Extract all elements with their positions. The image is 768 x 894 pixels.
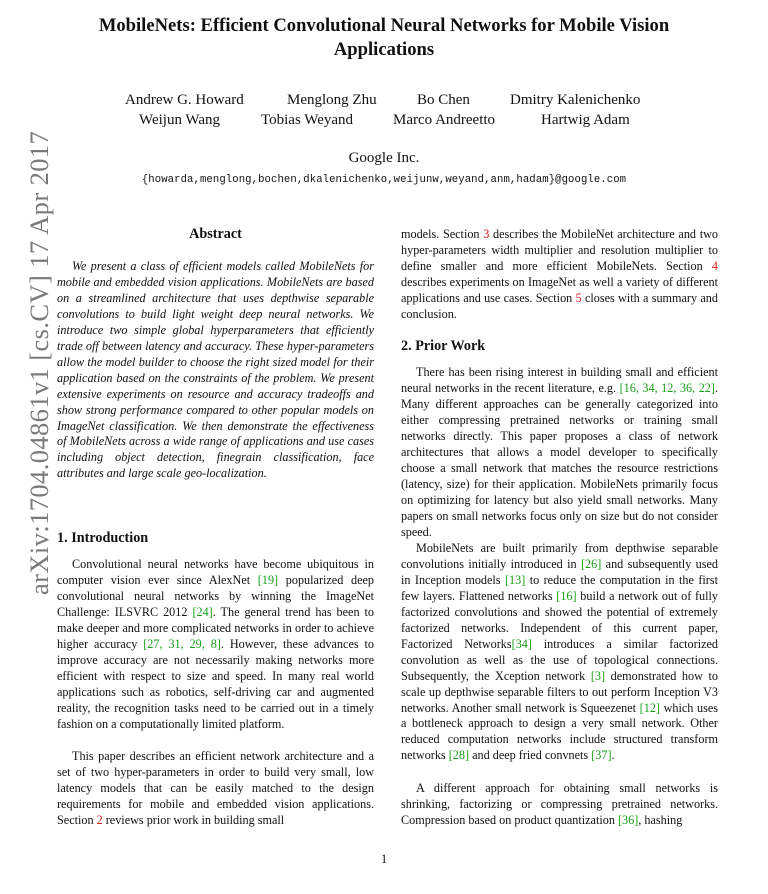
- author-name: Marco Andreetto: [393, 112, 496, 128]
- citation-link[interactable]: [27, 31, 29, 8]: [143, 636, 221, 651]
- citation-link[interactable]: [12]: [639, 700, 660, 715]
- author-name: Bo Chen: [417, 92, 470, 108]
- citation-link[interactable]: [36]: [617, 812, 639, 827]
- section-ref-link[interactable]: 3: [483, 227, 490, 241]
- prior-work-paragraph-1: [401, 365, 718, 540]
- citation-link[interactable]: [34]: [511, 636, 532, 651]
- citation-link[interactable]: [19]: [257, 572, 279, 587]
- citation-link[interactable]: [16, 34, 12, 36, 22]: [619, 380, 715, 395]
- citation-link[interactable]: [28]: [448, 748, 470, 763]
- body-text: demonstrated how to scale up depthwise separable filters to out perform Inception V3 networks. Another small network is Squeezenet: [401, 668, 718, 715]
- author-name: Weijun Wang: [139, 112, 221, 128]
- body-text: There has been rising interest in building small and efficient neural networks in the recent literature, e.g.: [401, 365, 718, 395]
- body-text: and subsequently used in Inception models: [401, 556, 718, 587]
- body-text: popularized deep convolutional neural networks by winning the ImageNet Challenge: ILSVRC 2012: [57, 572, 374, 619]
- prior-work-paragraph-2: [401, 541, 718, 764]
- body-text: A different approach for obtaining small networks is shrinking, factorizing or compressing pretrained networks. Compression based on product quantization: [401, 781, 718, 827]
- paper-title: MobileNets: Efficient Convolutional Neural Networks for Mobile Vision Applications: [98, 15, 670, 60]
- abstract-heading: Abstract: [189, 226, 242, 242]
- body-text: This paper describes an efficient network architecture and a set of two hyper-parameters in order to build very small, low latency models that can be easily matched to the design requirements for mobile and embedded vision applications. Section: [57, 749, 374, 827]
- body-text: reviews prior work in building small: [102, 812, 285, 827]
- body-text: closes with a summary and conclusion.: [401, 290, 718, 321]
- citation-link[interactable]: [37]: [591, 748, 612, 763]
- author-name: Tobias Weyand: [261, 112, 354, 128]
- body-text: which uses a bottleneck approach to design a very small network. Other reduced computation networks include structured transform networks: [401, 700, 718, 763]
- body-text: models. Section: [401, 227, 484, 241]
- page-number: 1: [380, 852, 388, 866]
- body-text: Convolutional neural networks have become ubiquitous in computer vision ever since AlexNet: [57, 557, 374, 587]
- abstract-text: We present a class of efficient models called MobileNets for mobile and embedded vision applications. MobileNets are based on a streamlined architecture that uses depthwise separable convolutions to build light weight deep neural networks. We introduce two simple global hyperparameters that efficiently trade off between latency and accuracy. These hyper-parameters allow the model builder to choose the right sized model for their application based on the constraints of the problem. We present extensive experiments on resource and accuracy tradeoffs and show strong performance compared to other popular models on ImageNet classification. We then demonstrate the effectiveness of MobileNets across a wide range of applications and use cases including object detection, finegrain classification, face attributes and large scale geo-localization.: [57, 259, 374, 481]
- arxiv-stamp: arXiv:1704.04861v1 [cs.CV] 17 Apr 2017: [24, 130, 54, 595]
- citation-link[interactable]: [24]: [192, 604, 213, 619]
- section-ref-link[interactable]: 4: [711, 258, 718, 273]
- body-text: . The general trend has been to make deeper and more complicated networks in order to achieve higher accuracy: [57, 604, 374, 651]
- author-emails: {howarda,menglong,bochen,dkalenichenko,weijunw,weyand,anm,hadam}@google.com: [141, 174, 627, 186]
- body-text: to reduce the computation in the first few layers. Flattened networks: [401, 572, 718, 603]
- body-text: . Many different approaches can be generally categorized into either compressing pretrained networks or training small networks directly. This paper proposes a class of network architectures that allows a model developer to specifically choose a small network that matches the resource restrictions (latency, size) for their application. MobileNets primarily focus on optimizing for latency but also yield small networks. Many papers on small networks focus only on size but do not consider speed.: [401, 380, 718, 539]
- body-text: MobileNets are built primarily from depthwise separable convolutions initially introduced in: [401, 541, 718, 571]
- author-name: Andrew G. Howard: [125, 92, 244, 108]
- intro-continuation: [401, 227, 718, 323]
- citation-link[interactable]: [16]: [556, 588, 577, 603]
- author-name: Dmitry Kalenichenko: [510, 92, 641, 108]
- section-ref-link[interactable]: 2: [96, 812, 103, 827]
- intro-paragraph-1: [57, 557, 374, 732]
- citation-link[interactable]: [13]: [504, 572, 526, 587]
- body-text: and deep fried convnets: [469, 748, 592, 763]
- intro-paragraph-2: [57, 749, 374, 829]
- intro-heading: 1. Introduction: [57, 530, 149, 546]
- prior-work-paragraph-3: [401, 781, 718, 829]
- prior-work-heading: 2. Prior Work: [401, 338, 486, 354]
- section-ref-link[interactable]: 5: [575, 290, 582, 305]
- author-name: Hartwig Adam: [541, 112, 630, 128]
- affiliation: Google Inc.: [348, 150, 420, 166]
- body-text: . However, these advances to improve accuracy are not necessarily making networks more efficient with respect to size and speed. In many real world applications such as robotics, self-driving car and augmented reality, the recognition tasks need to be carried out in a timely fashion on a computationally limited platform.: [57, 636, 374, 731]
- body-text: , hashing: [638, 812, 683, 827]
- body-text: .: [611, 748, 615, 763]
- body-text: describes the MobileNet architecture and two hyper-parameters width multiplier and resolution multiplier to define smaller and more efficient MobileNets. Section: [401, 227, 718, 273]
- body-text: introduces a similar factorized convolution as well as the use of topological connections. Subsequently, the Xception network: [401, 636, 718, 683]
- body-text: build a network out of fully factorized convolutions and showed the potential of extremely factorized networks. Independent of this current paper, Factorized Networks: [401, 588, 718, 651]
- citation-link[interactable]: [3]: [590, 668, 606, 683]
- body-text: describes experiments on ImageNet as well a variety of different applications and use cases. Section: [401, 274, 718, 305]
- citation-link[interactable]: [26]: [580, 556, 602, 571]
- author-name: Menglong Zhu: [287, 92, 377, 108]
